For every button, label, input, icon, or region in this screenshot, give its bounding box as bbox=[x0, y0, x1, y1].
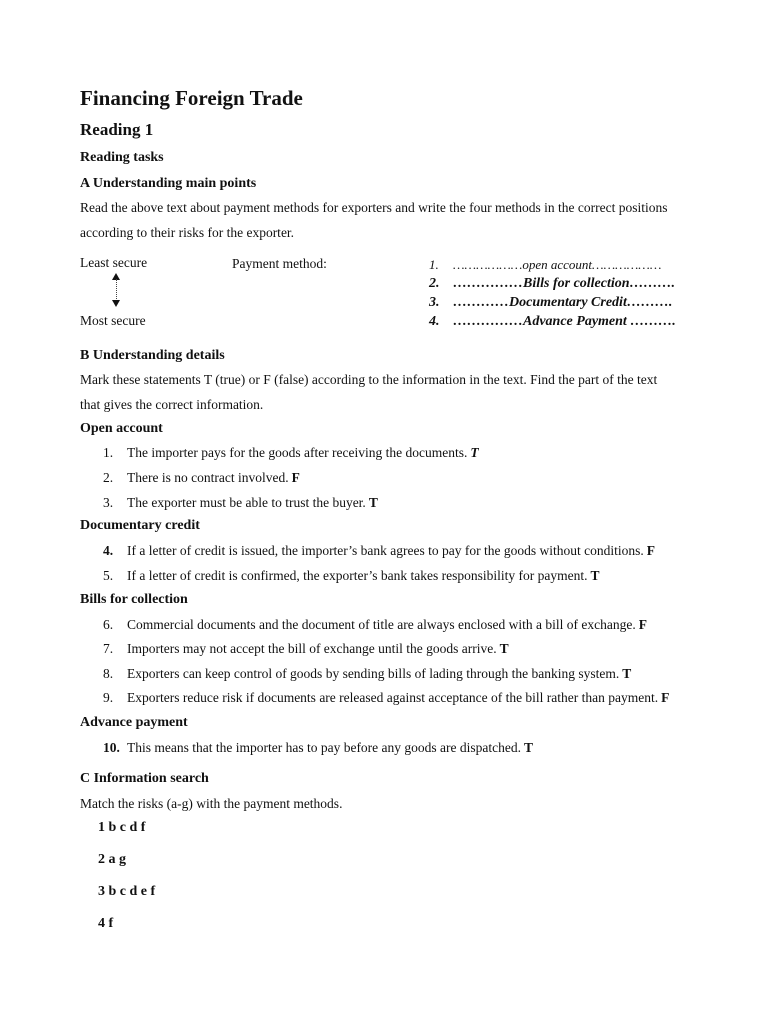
section-a-instruction-line1: Read the above text about payment methods for exporters and write the four methods in the correct positions bbox=[80, 200, 668, 215]
match-answer: 4 f bbox=[98, 916, 114, 931]
arrow-down-icon bbox=[112, 300, 120, 307]
statement-item: 4. If a letter of credit is issued, the importer’s bank agrees to pay for the goods without conditions. F bbox=[103, 543, 656, 558]
open-account-heading: Open account bbox=[80, 421, 163, 436]
statement-item: 3. The exporter must be able to trust the buyer. T bbox=[103, 495, 378, 510]
match-answer: 2 a g bbox=[98, 852, 126, 867]
method-row: 4. ……………Advance Payment ………. bbox=[429, 314, 676, 329]
payment-method-label: Payment method: bbox=[232, 256, 327, 271]
section-a-heading: A Understanding main points bbox=[80, 176, 257, 191]
method-row: 1. ………………open account……………… bbox=[429, 257, 662, 272]
method-row: 2. ……………Bills for collection………. bbox=[429, 276, 676, 291]
page-title: Financing Foreign Trade bbox=[80, 86, 303, 110]
section-a-instruction-line2: according to their risks for the exporter. bbox=[80, 225, 295, 240]
section-b-instruction-line2: that gives the correct information. bbox=[80, 397, 264, 412]
statement-item: 2. There is no contract involved. F bbox=[103, 470, 300, 485]
section-b-heading: B Understanding details bbox=[80, 348, 225, 363]
statement-item: 8. Exporters can keep control of goods by sending bills of lading through the banking system. T bbox=[103, 666, 632, 681]
statement-item: 9. Exporters reduce risk if documents are released against acceptance of the bill rather than payment. F bbox=[103, 690, 670, 705]
reading-heading: Reading 1 bbox=[80, 120, 154, 139]
section-c-heading: C Information search bbox=[80, 771, 209, 786]
statement-item: 1. The importer pays for the goods after receiving the documents. T bbox=[103, 445, 479, 460]
bills-for-collection-heading: Bills for collection bbox=[80, 592, 188, 607]
section-b-instruction-line1: Mark these statements T (true) or F (false) according to the information in the text. Find the part of the text bbox=[80, 372, 658, 387]
statement-item: 10. This means that the importer has to pay before any goods are dispatched. T bbox=[103, 740, 534, 755]
documentary-credit-heading: Documentary credit bbox=[80, 518, 200, 533]
match-answer: 1 b c d f bbox=[98, 820, 146, 835]
match-answer: 3 b c d e f bbox=[98, 884, 156, 899]
scale-line bbox=[116, 279, 117, 301]
statement-item: 7. Importers may not accept the bill of exchange until the goods arrive. T bbox=[103, 641, 509, 656]
reading-tasks-heading: Reading tasks bbox=[80, 150, 164, 165]
statement-item: 5. If a letter of credit is confirmed, the exporter’s bank takes responsibility for payment. T bbox=[103, 568, 600, 583]
most-secure-label: Most secure bbox=[80, 313, 146, 328]
section-c-instruction: Match the risks (a-g) with the payment methods. bbox=[80, 796, 343, 811]
method-row: 3. …………Documentary Credit………. bbox=[429, 295, 673, 310]
advance-payment-heading: Advance payment bbox=[80, 715, 188, 730]
statement-item: 6. Commercial documents and the document of title are always enclosed with a bill of exchange. F bbox=[103, 617, 647, 632]
least-secure-label: Least secure bbox=[80, 255, 148, 270]
